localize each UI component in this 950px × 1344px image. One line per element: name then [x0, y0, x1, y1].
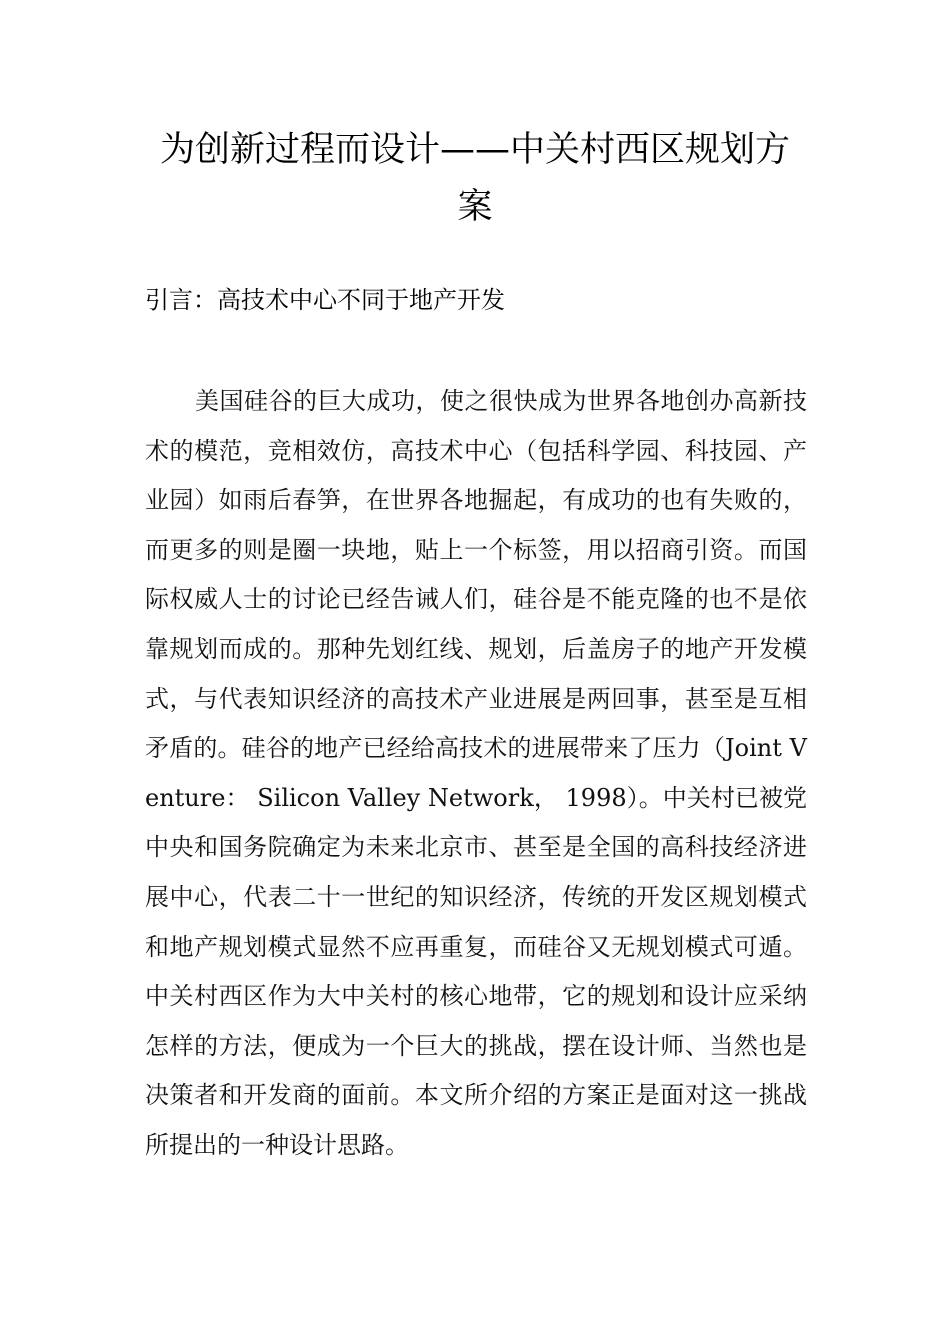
document-title: 为创新过程而设计——中关村西区规划方案	[159, 130, 790, 227]
intro-heading: 引言：高技术中心不同于地产开发	[145, 286, 505, 314]
body-paragraph: 美国硅谷的巨大成功，使之很快成为世界各地创办高新技术的模范，竞相效仿，高技术中心（包括科学园、科技园、产业园）如雨后春笋，在世界各地掘起，有成功的也有失败的，而更多的则是圈一块地，贴上一个标签，用以招商引资。而国际权威人士的讨论已经告诫人们，硅谷是不能克隆的也不是依靠规划而成的。那种先划红线、规划，后盖房子的地产开发模式，与代表知识经济的高技术产业进展是两回事，甚至是互相矛盾的。硅谷的地产已经给高技术的进展带来了压力（Joint Venture： Silicon Valley Network， 1998）。中关村已被党中央和国务院确定为未来北京市、甚至是全国的高科技经济进展中心，代表二十一世纪的知识经济，传统的开发区规划模式和地产规划模式显然不应再重复，而硅谷又无规划模式可遁。中关村西区作为大中关村的核心地带，它的规划和设计应采纳怎样的方法，便成为一个巨大的挑战，摆在设计师、当然也是决策者和开发商的面前。本文所介绍的方案正是面对这一挑战所提出的一种设计思路。	[145, 387, 807, 1159]
